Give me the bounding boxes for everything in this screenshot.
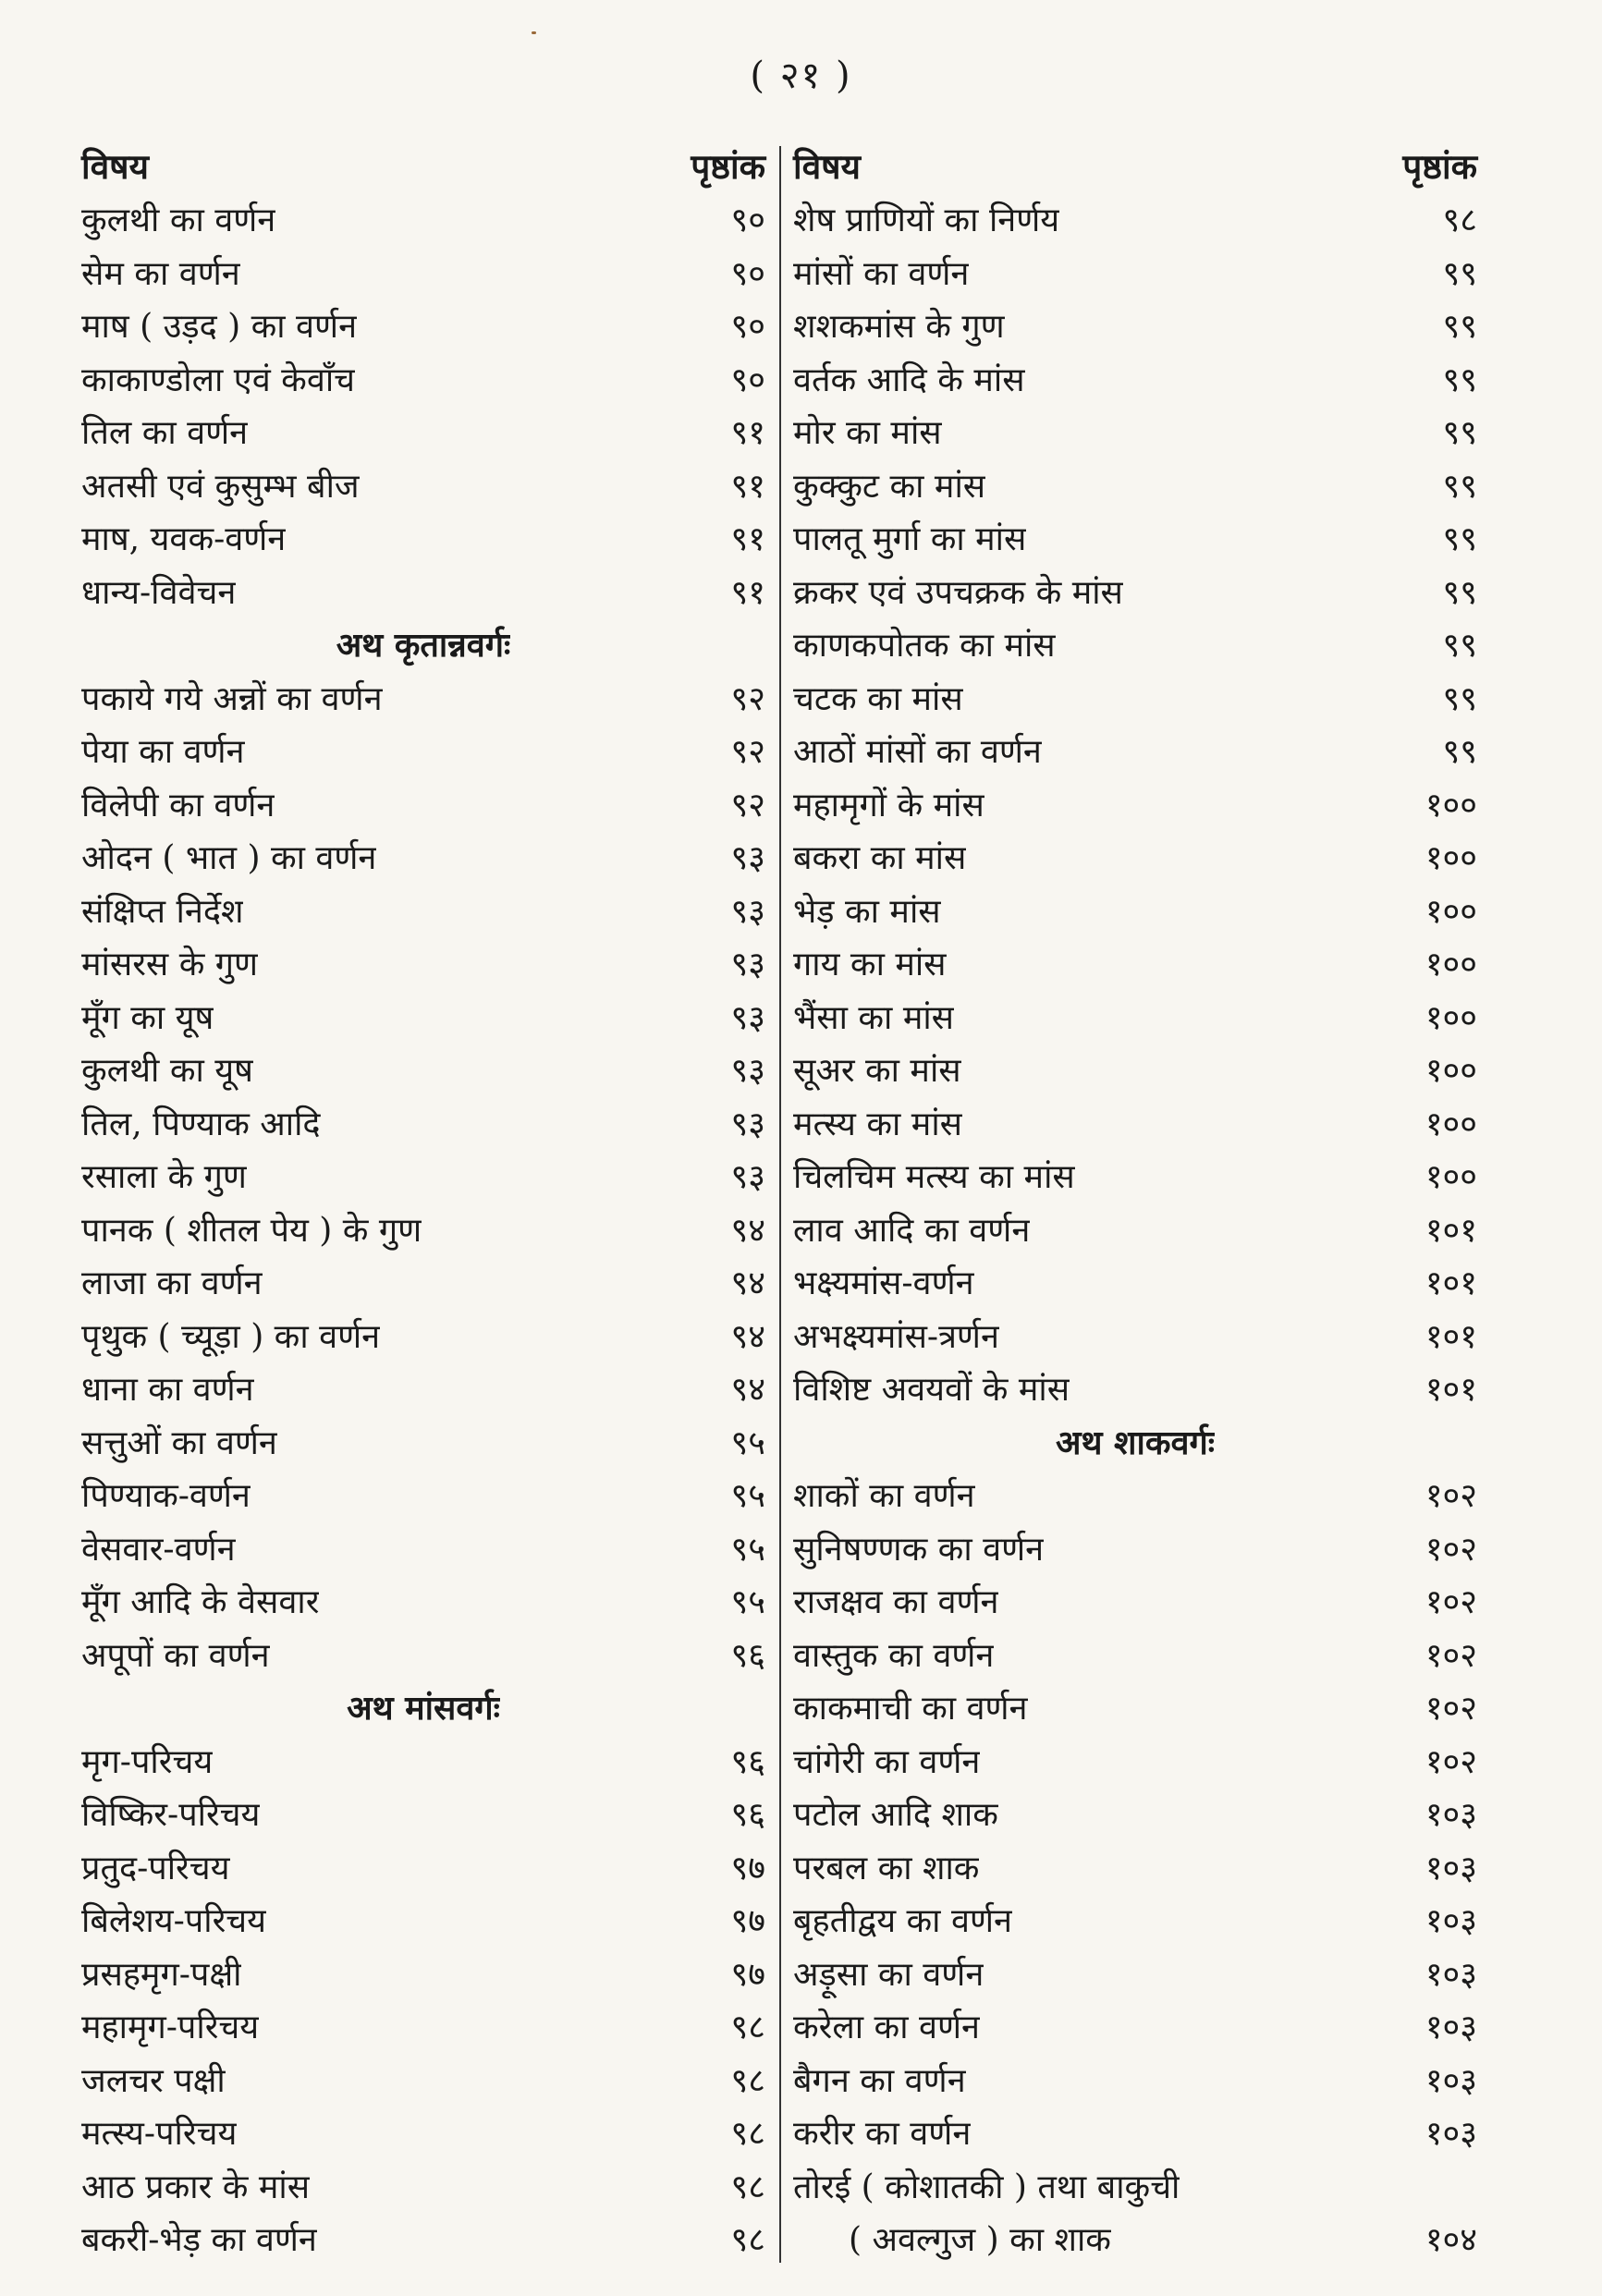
toc-entry	[793, 354, 1477, 408]
toc-entry	[793, 248, 1477, 301]
toc-entry	[793, 1363, 1477, 1417]
toc-entry	[793, 1736, 1477, 1789]
toc-entry	[793, 832, 1477, 885]
entry-page-number: ९४	[730, 1211, 765, 1250]
toc-entry	[81, 1523, 765, 1577]
entry-page-number: १०२	[1425, 1742, 1477, 1781]
section-title: अथ मांसवर्गः	[347, 1689, 500, 1728]
entry-page-number: १००	[1425, 839, 1477, 877]
entry-topic: काणकपोतक का मांस	[793, 627, 1056, 665]
entry-topic: शेष प्राणियों का निर्णय	[793, 202, 1060, 239]
entry-topic: बकरा का मांस	[793, 839, 967, 877]
entry-page-number: ९८	[730, 2221, 765, 2259]
toc-entry	[81, 1204, 765, 1258]
topic-header: विषय	[81, 146, 150, 187]
column-divider	[779, 146, 781, 2263]
entry-page-number: १०३	[1425, 1796, 1477, 1834]
entry-page-number: ९९	[1442, 467, 1477, 506]
entry-topic: मृग-परिचय	[81, 1742, 214, 1781]
entry-page-number: ९५	[730, 1477, 765, 1515]
entry-page-number: ९९	[1442, 254, 1477, 293]
page-header: पृष्ठांक	[691, 146, 765, 187]
entry-topic: भक्ष्यमांस-वर्णन	[793, 1264, 974, 1302]
entry-topic: बिलेशय-परिचय	[81, 1902, 267, 1940]
entry-page-number: १०३	[1425, 2061, 1477, 2100]
entry-topic: वेसवार-वर्णन	[81, 1530, 236, 1569]
toc-entry	[81, 1576, 765, 1630]
entry-topic: बकरी-भेड़ का वर्णन	[81, 2221, 317, 2259]
entry-topic: मूँग का यूष	[81, 998, 214, 1037]
toc-entry	[81, 567, 765, 620]
toc-rows	[81, 194, 765, 2267]
entry-topic: सुनिषण्णक का वर्णन	[793, 1530, 1045, 1569]
toc-entry	[81, 1895, 765, 1948]
toc-entry	[81, 673, 765, 727]
entry-topic: करीर का वर्णन	[793, 2115, 972, 2153]
entry-topic: पटोल आदि शाक	[793, 1796, 998, 1834]
entry-page-number: १०२	[1425, 1636, 1477, 1675]
entry-page-number: १०२	[1425, 1530, 1477, 1569]
entry-topic: मांसरस के गुण	[81, 946, 259, 983]
toc-entry	[793, 2107, 1477, 2161]
entry-topic: चांगेरी का वर्णन	[793, 1742, 981, 1781]
toc-column-left	[81, 139, 765, 2267]
entry-topic: अतसी एवं कुसुम्भ बीज	[81, 467, 360, 506]
entry-topic: माष, यवक-वर्णन	[81, 520, 287, 558]
toc-entry	[81, 1789, 765, 1842]
toc-entry	[81, 992, 765, 1045]
entry-topic: सूअर का मांस	[793, 1052, 961, 1090]
entry-page-number: ९९	[1442, 627, 1477, 665]
entry-page-number: ९४	[730, 1317, 765, 1356]
entry-topic: चटक का मांस	[793, 679, 963, 718]
entry-topic: लाव आदि का वर्णन	[793, 1211, 1031, 1250]
entry-topic: मोर का मांस	[793, 414, 942, 452]
entry-page-number: १०३	[1425, 1955, 1477, 1994]
entry-topic: चिलचिम मत्स्य का मांस	[793, 1158, 1075, 1196]
entry-topic: आठ प्रकार के मांस	[81, 2168, 311, 2206]
entry-page-number: ९३	[730, 1105, 765, 1143]
toc-entry	[81, 1470, 765, 1523]
entry-page-number: ९९	[1442, 360, 1477, 399]
entry-topic: पिण्याक-वर्णन	[81, 1477, 251, 1515]
entry-page-number: १०२	[1425, 1583, 1477, 1621]
entry-topic: रसाला के गुण	[81, 1158, 247, 1196]
entry-page-number: ९१	[730, 573, 765, 612]
toc-entry	[81, 2055, 765, 2108]
entry-topic: तिल, पिण्याक आदि	[81, 1105, 321, 1143]
toc-entry	[793, 567, 1477, 620]
topic-header: विषय	[793, 146, 862, 187]
entry-topic: विशिष्ट अवयवों के मांस	[793, 1371, 1070, 1409]
toc-entry	[793, 1682, 1477, 1736]
toc-entry	[793, 1576, 1477, 1630]
page-header: पृष्ठांक	[1402, 146, 1477, 187]
entry-page-number: ९८	[730, 2115, 765, 2153]
toc-entry	[81, 1948, 765, 2002]
entry-page-number: १०४	[1425, 2221, 1477, 2259]
section-heading	[81, 1682, 765, 1736]
entry-page-number: ९१	[730, 520, 765, 558]
entry-topic: मत्स्य-परिचय	[81, 2115, 238, 2153]
entry-page-number: ९७	[730, 1902, 765, 1940]
entry-page-number: ९६	[730, 1796, 765, 1834]
entry-topic: पानक ( शीतल पेय ) के गुण	[81, 1211, 422, 1250]
entry-topic: धाना का वर्णन	[81, 1371, 254, 1409]
entry-topic: ओदन ( भात ) का वर्णन	[81, 839, 377, 877]
toc-entry	[793, 2001, 1477, 2055]
toc-entry	[81, 885, 765, 939]
entry-page-number: ९२	[730, 679, 765, 718]
entry-page-number: ९५	[730, 1583, 765, 1621]
entry-topic: मत्स्य का मांस	[793, 1105, 962, 1143]
toc-entry	[81, 1842, 765, 1896]
column-header	[81, 139, 765, 194]
entry-page-number: १०१	[1425, 1211, 1477, 1250]
entry-page-number: १००	[1425, 1105, 1477, 1143]
entry-topic: मांसों का वर्णन	[793, 254, 970, 293]
entry-topic: विलेपी का वर्णन	[81, 786, 275, 824]
entry-topic: करेला का वर्णन	[793, 2009, 980, 2046]
entry-topic: अभक्ष्यमांस-त्रर्णन	[793, 1317, 999, 1356]
toc-entry	[81, 194, 765, 248]
entry-page-number: ९७	[730, 1849, 765, 1887]
toc-entry	[793, 2055, 1477, 2108]
toc-entry	[793, 2161, 1477, 2215]
entry-topic: तिल का वर्णन	[81, 414, 249, 452]
entry-page-number: ९२	[730, 786, 765, 824]
entry-page-number: ९७	[730, 1955, 765, 1994]
toc-entry	[81, 1630, 765, 1683]
toc-column-right	[793, 139, 1477, 2267]
entry-topic: अड़ूसा का वर्णन	[793, 1955, 984, 1994]
entry-topic: अपूपों का वर्णन	[81, 1636, 270, 1675]
page-number: ( २१ )	[750, 55, 852, 97]
toc-entry	[793, 407, 1477, 460]
toc-entry	[81, 354, 765, 408]
toc-rows	[793, 194, 1477, 2267]
toc-entry	[81, 2161, 765, 2215]
entry-topic: प्रतुद-परिचय	[81, 1849, 230, 1887]
entry-page-number: ९५	[730, 1423, 765, 1462]
toc-entry	[81, 1736, 765, 1789]
toc-entry	[793, 300, 1477, 354]
toc-entry	[793, 1789, 1477, 1842]
toc-entry	[81, 1363, 765, 1417]
entry-page-number: १००	[1425, 1052, 1477, 1090]
entry-topic: परबल का शाक	[793, 1849, 980, 1887]
entry-page-number: ९९	[1442, 308, 1477, 346]
entry-page-number: १०३	[1425, 2115, 1477, 2153]
toc-entry	[793, 1948, 1477, 2002]
toc-entry	[793, 992, 1477, 1045]
toc-entry	[793, 1151, 1477, 1204]
entry-page-number: १०१	[1425, 1317, 1477, 1356]
entry-topic: पृथुक ( च्यूड़ा ) का वर्णन	[81, 1317, 381, 1356]
entry-page-number: १००	[1425, 892, 1477, 931]
entry-page-number: ९८	[730, 2061, 765, 2100]
entry-topic: कुलथी का वर्णन	[81, 202, 276, 239]
entry-page-number: १००	[1425, 946, 1477, 983]
entry-page-number: ९३	[730, 1052, 765, 1090]
entry-page-number: १०३	[1425, 2009, 1477, 2046]
entry-topic: बैगन का वर्णन	[793, 2061, 966, 2100]
toc-entry	[81, 1044, 765, 1098]
toc-entry	[81, 779, 765, 833]
entry-page-number: ९९	[1442, 520, 1477, 558]
entry-page-number: ९६	[730, 1742, 765, 1781]
toc-entry	[81, 1311, 765, 1364]
paper-mark	[532, 31, 536, 34]
toc-entry	[793, 1257, 1477, 1311]
entry-page-number: १००	[1425, 786, 1477, 824]
entry-topic: पकाये गये अन्नों का वर्णन	[81, 679, 383, 718]
toc-entry	[793, 1044, 1477, 1098]
entry-topic: महामृग-परिचय	[81, 2009, 260, 2046]
entry-topic: शाकों का वर्णन	[793, 1477, 975, 1515]
entry-topic: जलचर पक्षी	[81, 2061, 226, 2100]
entry-page-number: ९३	[730, 892, 765, 931]
entry-topic: शशकमांस के गुण	[793, 308, 1005, 346]
entry-page-number: १०२	[1425, 1690, 1477, 1728]
entry-page-number: ९४	[730, 1371, 765, 1409]
entry-page-number: ९३	[730, 1158, 765, 1196]
entry-page-number: ९३	[730, 839, 765, 877]
entry-page-number: ९८	[730, 2168, 765, 2206]
toc-entry	[81, 2107, 765, 2161]
toc-entry	[793, 460, 1477, 514]
entry-page-number: ९९	[1442, 414, 1477, 452]
toc-entry	[81, 1417, 765, 1471]
toc-entry	[793, 885, 1477, 939]
toc-entry	[81, 513, 765, 567]
entry-page-number: ९५	[730, 1530, 765, 1569]
toc-entry	[793, 779, 1477, 833]
entry-page-number: ९४	[730, 1264, 765, 1302]
entry-topic: महामृगों के मांस	[793, 786, 984, 824]
toc-entry	[81, 726, 765, 779]
entry-topic: सेम का वर्णन	[81, 254, 240, 293]
toc-entry	[81, 2214, 765, 2267]
toc-entry	[81, 938, 765, 992]
section-title: अथ शाकवर्गः	[1055, 1423, 1216, 1462]
entry-page-number: ९०	[730, 202, 765, 239]
toc-entry	[81, 300, 765, 354]
toc-entry	[793, 1311, 1477, 1364]
entry-topic: क्रकर एवं उपचक्रक के मांस	[793, 573, 1123, 612]
toc-entry	[81, 832, 765, 885]
section-heading	[81, 619, 765, 673]
column-header	[793, 139, 1477, 194]
toc-entry	[793, 726, 1477, 779]
entry-topic: माष ( उड़द ) का वर्णन	[81, 308, 358, 346]
toc-entry	[81, 248, 765, 301]
toc-entry	[793, 938, 1477, 992]
entry-topic: कुक्कुट का मांस	[793, 467, 986, 506]
toc-entry	[793, 1895, 1477, 1948]
toc-entry	[81, 460, 765, 514]
entry-page-number: ९२	[730, 733, 765, 771]
entry-topic: राजक्षव का वर्णन	[793, 1583, 999, 1621]
entry-topic: धान्य-विवेचन	[81, 573, 237, 612]
entry-topic: भैंसा का मांस	[793, 998, 955, 1037]
entry-topic: काकमाची का वर्णन	[793, 1690, 1028, 1728]
entry-page-number: ९८	[730, 2009, 765, 2046]
toc-entry	[793, 513, 1477, 567]
toc-entry	[793, 1098, 1477, 1152]
entry-topic: मूँग आदि के वेसवार	[81, 1583, 320, 1621]
entry-topic: पालतू मुर्गा का मांस	[793, 520, 1027, 558]
entry-page-number: ९०	[730, 254, 765, 293]
entry-topic: काकाण्डोला एवं केवाँच	[81, 360, 356, 399]
entry-page-number: ९३	[730, 946, 765, 983]
entry-page-number: ९१	[730, 467, 765, 506]
toc-entry	[793, 619, 1477, 673]
toc-entry	[793, 194, 1477, 248]
toc-entry	[793, 1204, 1477, 1258]
entry-topic: बृहतीद्वय का वर्णन	[793, 1902, 1012, 1940]
entry-topic: संक्षिप्त निर्देश	[81, 892, 244, 931]
entry-topic: सत्तुओं का वर्णन	[81, 1423, 277, 1462]
entry-topic: गाय का मांस	[793, 946, 947, 983]
entry-topic: ( अवल्गुज ) का शाक	[849, 2221, 1111, 2259]
entry-topic: वास्तुक का वर्णन	[793, 1636, 995, 1675]
entry-topic: वर्तक आदि के मांस	[793, 360, 1025, 399]
entry-page-number: १००	[1425, 1158, 1477, 1196]
toc-entry	[793, 1630, 1477, 1683]
toc-entry	[793, 1523, 1477, 1577]
toc-entry	[793, 1842, 1477, 1896]
entry-topic: कुलथी का यूष	[81, 1052, 253, 1090]
entry-page-number: १००	[1425, 998, 1477, 1037]
toc-entry	[81, 1151, 765, 1204]
entry-page-number: ९९	[1442, 679, 1477, 718]
toc-entry	[793, 2214, 1477, 2267]
entry-page-number: ९०	[730, 308, 765, 346]
entry-topic: विष्किर-परिचय	[81, 1796, 261, 1834]
entry-page-number: १०३	[1425, 1849, 1477, 1887]
toc-entry	[81, 2001, 765, 2055]
entry-topic: लाजा का वर्णन	[81, 1264, 263, 1302]
toc-entry	[793, 673, 1477, 727]
entry-page-number: ९०	[730, 360, 765, 399]
entry-topic: तोरई ( कोशातकी ) तथा बाकुची	[793, 2168, 1180, 2206]
entry-page-number: ९१	[730, 414, 765, 452]
entry-topic: पेया का वर्णन	[81, 733, 245, 771]
entry-page-number: ९३	[730, 998, 765, 1037]
toc-entry	[793, 1470, 1477, 1523]
section-title: अथ कृतान्नवर्गः	[336, 626, 511, 665]
section-heading	[793, 1417, 1477, 1471]
entry-page-number: ९८	[1442, 202, 1477, 239]
entry-page-number: ९९	[1442, 733, 1477, 771]
toc-entry	[81, 1257, 765, 1311]
entry-page-number: १०१	[1425, 1371, 1477, 1409]
entry-page-number: ९९	[1442, 573, 1477, 612]
entry-page-number: ९६	[730, 1636, 765, 1675]
toc-entry	[81, 1098, 765, 1152]
entry-topic: प्रसहमृग-पक्षी	[81, 1955, 242, 1994]
toc-entry	[81, 407, 765, 460]
entry-topic: भेड़ का मांस	[793, 892, 941, 931]
entry-page-number: १०२	[1425, 1477, 1477, 1515]
entry-page-number: १०१	[1425, 1264, 1477, 1302]
entry-page-number: १०३	[1425, 1902, 1477, 1940]
entry-topic: आठों मांसों का वर्णन	[793, 733, 1042, 771]
